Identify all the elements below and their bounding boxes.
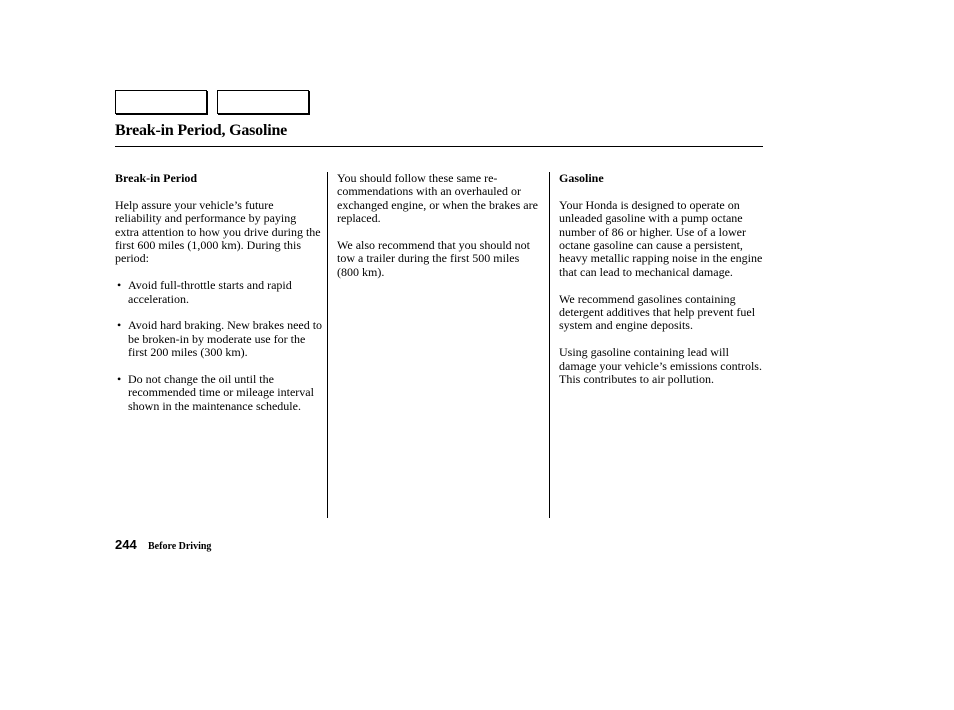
paragraph: We recommend gasolines containing detergent additives that help prevent fuel system and engine deposits. [559, 291, 756, 333]
break-in-period-heading: Break-in Period [115, 171, 198, 185]
break-in-period-column [115, 172, 323, 427]
paragraph: We also recommend that you should not tow a trailer during the first 500 miles (800 km). [337, 238, 530, 279]
list-item: • Avoid full-throttle starts and rapid acceleration. [117, 278, 292, 306]
section-name: Before Driving [148, 541, 212, 552]
title-divider [115, 146, 763, 147]
column-divider [549, 172, 550, 518]
break-in-continued-column [337, 172, 543, 293]
break-in-intro-text: Help assure your vehicle’s future reliability and performance by paying extra attention to how you drive during the first 600 miles (1,000 km). During this period: [115, 197, 321, 266]
gasoline-heading: Gasoline [559, 171, 604, 185]
list-item: • Do not change the oil until the recommended time or mileage interval shown in the maintenance schedule. [117, 372, 314, 413]
bullet-icon: • [117, 318, 122, 333]
paragraph: You should follow these same re-commendations with an overhauled or exchanged engine, or when the brakes are replaced. [337, 171, 538, 226]
previous-page-button[interactable] [115, 90, 207, 114]
page-number: 244 [115, 537, 137, 552]
column-divider [327, 172, 328, 518]
bullet-icon: • [117, 372, 122, 387]
next-page-button[interactable] [217, 90, 309, 114]
paragraph: Your Honda is designed to operate on unleaded gasoline with a pump octane number of 86 or higher. Use of a lower octane gasoline can cause a persistent, heavy metallic rapping noise in the engine that can lead to mechanical damage. [559, 197, 763, 279]
paragraph: Using gasoline containing lead will damage your vehicle’s emissions controls. This contributes to air pollution. [559, 345, 762, 387]
bullet-icon: • [117, 278, 122, 293]
page-title: Break-in Period, Gasoline [115, 122, 288, 139]
break-in-bullet-list [115, 279, 323, 413]
list-item: • Avoid hard braking. New brakes need to be broken-in by moderate use for the first 200 miles (300 km). [117, 318, 323, 360]
gasoline-column [559, 172, 765, 400]
